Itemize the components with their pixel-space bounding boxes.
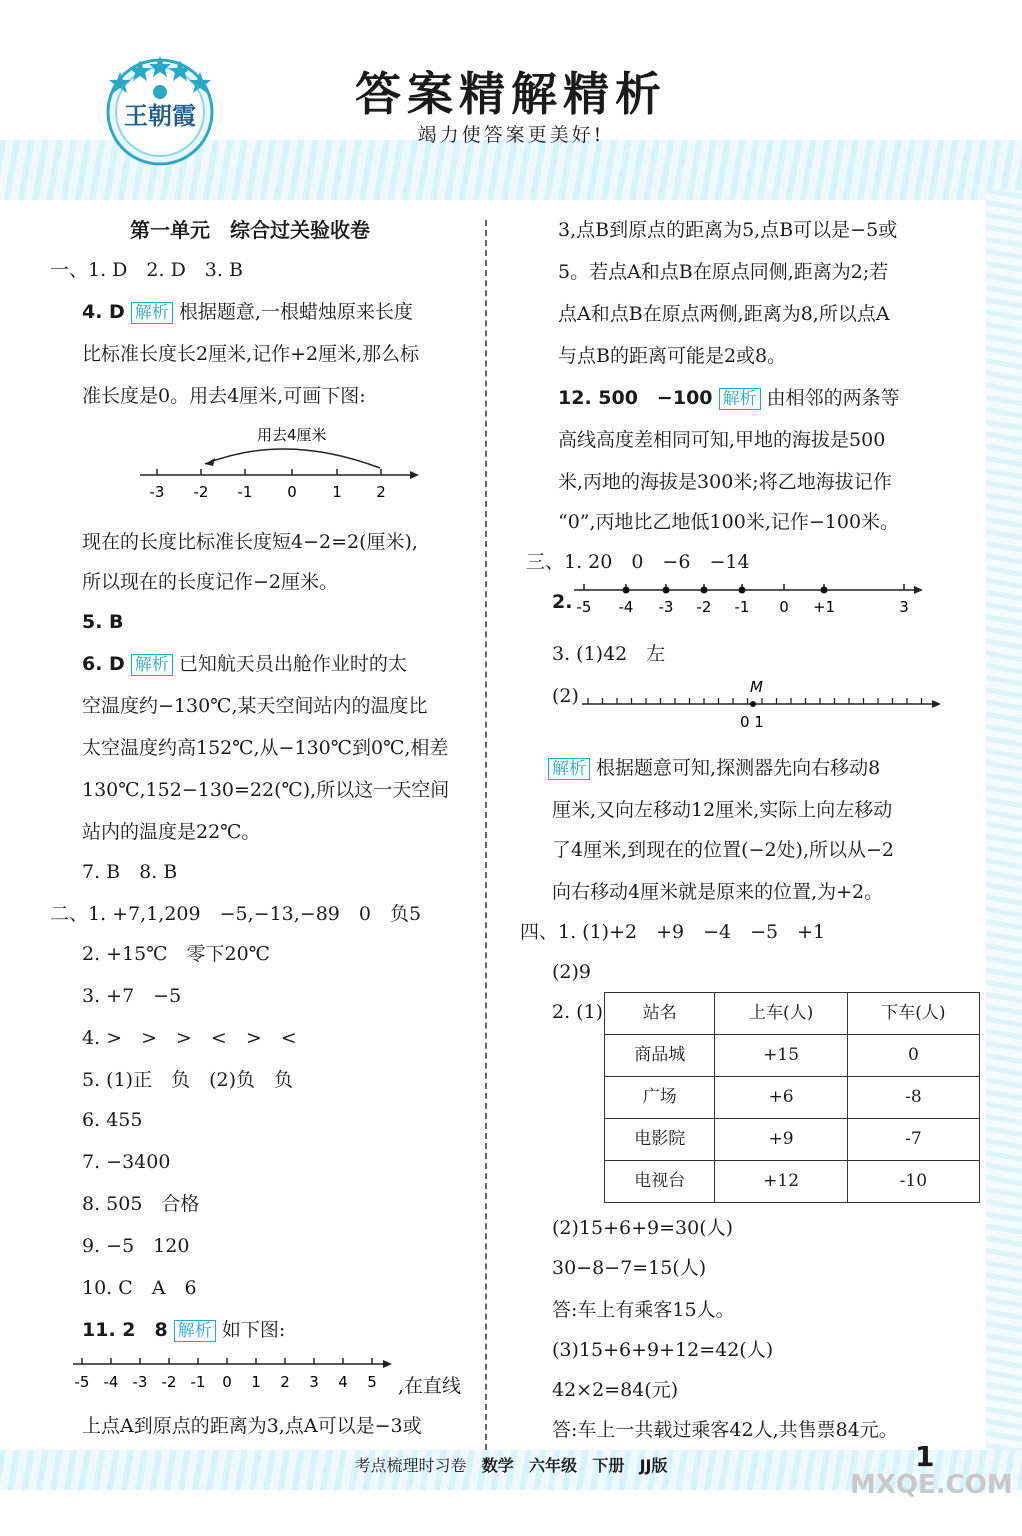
tick-label: -1 (237, 483, 253, 501)
tick-label: -5 (576, 598, 592, 616)
tick-label: -1 (734, 598, 750, 616)
table-cell: -8 (847, 1077, 979, 1119)
analysis-tag: 解析 (174, 1320, 216, 1342)
point-dot (663, 587, 670, 594)
footer-subject: 数学 (481, 1456, 514, 1475)
analysis-text: 站内的温度是22℃。 (82, 821, 261, 843)
tick-label: +1 (812, 598, 836, 616)
page-number: 1 (915, 1440, 935, 1473)
analysis-text: 根据题意可知,探测器先向右移动8 (596, 757, 881, 779)
answer-line: 2. +15℃ 零下20℃ (82, 943, 270, 965)
left-column (0, 0, 485, 1450)
table-header: 上车(人) (715, 993, 847, 1035)
tick-label: -4 (618, 598, 634, 616)
question-number: 12. 500 −100 (558, 387, 713, 409)
watermark: MXQE.COM (850, 1470, 1013, 1500)
answer-line: 6. 455 (82, 1109, 143, 1131)
table-cell: +15 (715, 1035, 847, 1077)
analysis-text: 点A和点B在原点两侧,距离为8,所以点A (558, 303, 890, 325)
tick-label: 3 (309, 1373, 319, 1391)
analysis-text: 现在的长度比标准长度短4−2=2(厘米), (82, 531, 418, 553)
tick-label: 0 (779, 598, 789, 616)
answer-line: 答:车上一共载过乘客42人,共售票84元。 (552, 1419, 898, 1441)
table-cell: -10 (847, 1161, 979, 1203)
tick-label: 4 (338, 1373, 348, 1391)
analysis-text: 米,丙地的海拔是300米;将乙地海拔记作 (558, 471, 892, 493)
tick-label: -5 (74, 1373, 90, 1391)
analysis-text: 上点A到原点的距离为3,点A可以是−3或 (82, 1415, 422, 1437)
analysis-tag: 解析 (131, 302, 173, 324)
analysis-text: 了4厘米,到现在的位置(−2处),所以从−2 (552, 839, 895, 861)
tick-label: -2 (696, 598, 712, 616)
tick-label: 0 (287, 483, 297, 501)
station-table (604, 992, 980, 1203)
analysis-text: 高线高度差相同可知,甲地的海拔是500 (558, 429, 886, 451)
page-title: 答案精解精析 (355, 67, 667, 121)
answer-line: 7. B 8. B (82, 861, 178, 883)
point-dot (739, 587, 746, 594)
point-label: M (750, 678, 763, 696)
footer-volume: 下册 (592, 1456, 625, 1475)
answer-line: 8. 505 合格 (82, 1193, 200, 1215)
analysis-text: 比标准长度长2厘米,记作+2厘米,那么标 (82, 343, 420, 365)
question-number: 11. 2 8 (82, 1319, 168, 1341)
table-cell: 电视台 (605, 1161, 715, 1203)
table-cell: 0 (847, 1035, 979, 1077)
question-number: 6. D (82, 653, 125, 675)
answer-line: 9. −5 120 (82, 1235, 190, 1257)
answer-line: 7. −3400 (82, 1151, 171, 1173)
table-cell: 电影院 (605, 1119, 715, 1161)
footer-grade: 六年级 (529, 1456, 578, 1475)
number-line-figure (574, 578, 924, 618)
answer-line: 三、1. 20 0 −6 −14 (526, 551, 750, 573)
analysis-text: 3,点B到原点的距离为5,点B可以是−5或 (558, 219, 898, 241)
analysis-text: 与点B的距离可能是2或8。 (558, 345, 787, 367)
analysis-text: 厘米,又向左移动12厘米,实际上向左移动 (552, 799, 893, 821)
answer-line: 四、1. (1)+2 +9 −4 −5 +1 (520, 921, 826, 943)
answer-line: 30−8−7=15(人) (552, 1257, 707, 1279)
answer-line: (2) (552, 685, 579, 707)
tick-label: 1 (332, 483, 342, 501)
table-header: 站名 (605, 993, 715, 1035)
table-cell: +6 (715, 1077, 847, 1119)
tick-label: -3 (658, 598, 674, 616)
analysis-tag: 解析 (131, 654, 173, 676)
answer-line: 4. > > > < > < (82, 1027, 297, 1049)
right-column (490, 0, 986, 1450)
table-cell: 广场 (605, 1077, 715, 1119)
number-line-figure (582, 672, 942, 732)
answer-line: (2)9 (552, 961, 592, 983)
tick-label: -1 (190, 1373, 206, 1391)
point-dot (623, 587, 630, 594)
answer-line: 2. (1) (552, 1001, 604, 1023)
analysis-text: 已知航天员出舱作业时的太 (178, 653, 407, 675)
table-cell: 商品城 (605, 1035, 715, 1077)
analysis-tag: 解析 (548, 758, 590, 780)
table-row (605, 1077, 980, 1119)
footer-edition: JJ版 (639, 1456, 668, 1475)
answer-line: 二、1. +7,1,209 −5,−13,−89 0 负5 (50, 903, 422, 925)
number-line-figure (135, 420, 425, 505)
answer-line: 42×2=84(元) (552, 1379, 679, 1401)
table-cell: +9 (715, 1119, 847, 1161)
logo-text: 王朝霞 (124, 102, 196, 130)
tick-label: 2 (280, 1373, 290, 1391)
tick-label: -2 (193, 483, 209, 501)
tick-label: -3 (149, 483, 165, 501)
analysis-text: 根据题意,一根蜡烛原来长度 (178, 301, 413, 323)
tick-label: -2 (161, 1373, 177, 1391)
tick-label: 5 (367, 1373, 377, 1391)
answer-line (82, 292, 413, 334)
side-band (986, 190, 1022, 1460)
analysis-text: 由相邻的两条等 (766, 387, 900, 409)
analysis-text: 太空温度约高152℃,从−130℃到0℃,相差 (82, 737, 449, 759)
tick-label: 3 (899, 598, 909, 616)
tick-label: 0 (222, 1373, 232, 1391)
table-cell: +12 (715, 1161, 847, 1203)
answer-line: 答:车上有乘客15人。 (552, 1299, 735, 1321)
answer-line: 一、1. D 2. D 3. B (50, 259, 243, 281)
answer-line: (3)15+6+9+12=42(人) (552, 1339, 774, 1361)
table-header: 下车(人) (847, 993, 979, 1035)
analysis-text: ,在直线 (398, 1375, 462, 1397)
answer-line: 3. (1)42 左 (552, 643, 666, 665)
answer-line (558, 378, 900, 420)
answer-line: 3. +7 −5 (82, 985, 182, 1007)
analysis-text: 130℃,152−130=22(℃),所以这一天空间 (82, 779, 450, 801)
tick-label: 2 (376, 483, 386, 501)
table-row (605, 1119, 980, 1161)
number-line-label: 用去4厘米 (257, 426, 327, 444)
answer-line: 10. C A 6 (82, 1277, 197, 1299)
table-header-row (605, 993, 980, 1035)
analysis-text: “0”,丙地比乙地低100米,记作−100米。 (558, 511, 900, 533)
analysis-text: 所以现在的长度记作−2厘米。 (82, 571, 339, 593)
analysis-text: 5。若点A和点B在原点同侧,距离为2;若 (558, 261, 889, 283)
analysis-text: 如下图: (221, 1319, 286, 1341)
page-subtitle: 竭力使答案更美好! (417, 124, 605, 146)
tick-label: -4 (103, 1373, 119, 1391)
analysis-tag: 解析 (719, 388, 761, 410)
answer-line (82, 1310, 285, 1352)
analysis-text: 空温度约−130℃,某天空间站内的温度比 (82, 695, 428, 717)
answer-line (82, 644, 407, 686)
column-divider (485, 220, 487, 1450)
table-cell: -7 (847, 1119, 979, 1161)
tick-label: 0 1 (740, 713, 764, 731)
table-row (605, 1035, 980, 1077)
table-row (605, 1161, 980, 1203)
point-dot (821, 587, 828, 594)
analysis-text: 准长度是0。用去4厘米,可画下图: (82, 385, 366, 407)
answer-line: 5. (1)正 负 (2)负 负 (82, 1069, 293, 1091)
analysis-text: 向右移动4厘米就是原来的位置,为+2。 (552, 881, 884, 903)
number-line-figure (68, 1350, 398, 1395)
tick-label: -3 (132, 1373, 148, 1391)
answer-line: 5. B (82, 611, 124, 633)
analysis-line (548, 748, 880, 790)
answer-line: (2)15+6+9=30(人) (552, 1217, 734, 1239)
question-number: 2. (552, 591, 573, 613)
section-title: 第一单元 综合过关验收卷 (130, 218, 370, 242)
footer-book: 考点梳理时习卷 (354, 1456, 467, 1475)
point-dot (701, 587, 708, 594)
tick-label: 1 (251, 1373, 261, 1391)
question-number: 4. D (82, 301, 125, 323)
